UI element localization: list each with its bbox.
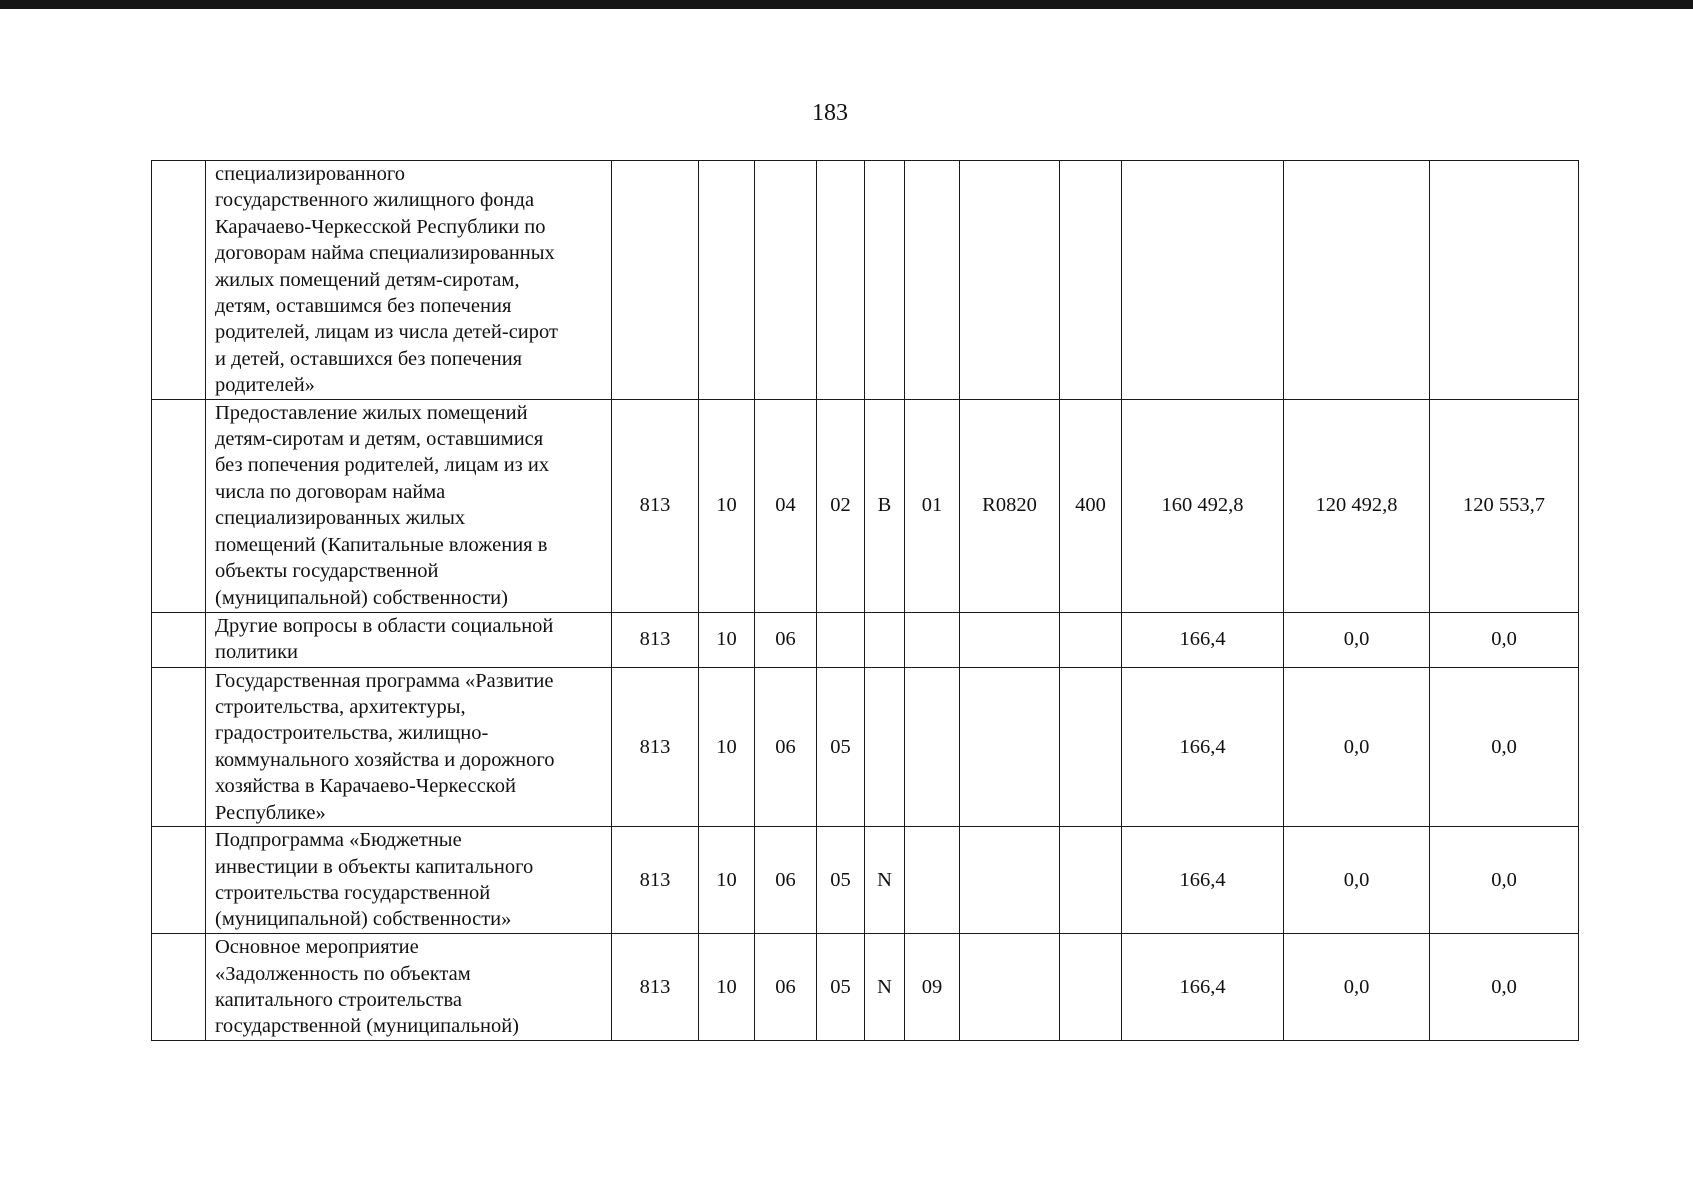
amount-year-2-cell: 0,0 xyxy=(1284,612,1430,667)
expense-type-cell xyxy=(1060,161,1122,400)
amount-year-3-cell: 0,0 xyxy=(1430,934,1579,1041)
description-cell: Предоставление жилых помещений детям-сиротам и детям, оставшимися без попечения родителей, лицам из их числа по договорам найма специализированных жилых помещений (Капитальные вложения в объекты государственной (муниципальной) собственности) xyxy=(206,399,612,612)
amount-year-3-cell: 0,0 xyxy=(1430,612,1579,667)
expense-type-cell xyxy=(1060,667,1122,826)
row-number-cell xyxy=(152,612,206,667)
expense-type-cell: 400 xyxy=(1060,399,1122,612)
amount-year-1-cell: 166,4 xyxy=(1122,667,1284,826)
subprogram-code-cell: N xyxy=(865,934,905,1041)
page-number: 183 xyxy=(812,100,848,126)
expense-type-cell xyxy=(1060,934,1122,1041)
amount-year-3-cell: 0,0 xyxy=(1430,827,1579,934)
ministry-code-cell: 813 xyxy=(612,934,699,1041)
section-code-cell: 10 xyxy=(699,667,755,826)
description-cell: Государственная программа «Развитие строительства, архитектуры, градостроительства, жилищно- коммунального хозяйства и дорожного хозяйства в Карачаево-Черкесской Республике» xyxy=(206,667,612,826)
subsection-code-cell: 06 xyxy=(755,612,817,667)
row-number-cell xyxy=(152,399,206,612)
description-cell: Подпрограмма «Бюджетные инвестиции в объекты капитального строительства государственной (муниципальной) собственности» xyxy=(206,827,612,934)
subsection-code-cell xyxy=(755,161,817,400)
amount-year-2-cell xyxy=(1284,161,1430,400)
subsection-code-cell: 06 xyxy=(755,934,817,1041)
subprogram-code-cell: N xyxy=(865,827,905,934)
subsection-code-cell: 06 xyxy=(755,827,817,934)
activity-code-cell: 01 xyxy=(905,399,960,612)
table-row xyxy=(152,399,1579,612)
description-cell: Основное мероприятие «Задолженность по объектам капитального строительства государственной (муниципальной) xyxy=(206,934,612,1041)
row-number-cell xyxy=(152,667,206,826)
row-number-cell xyxy=(152,827,206,934)
ministry-code-cell: 813 xyxy=(612,667,699,826)
amount-year-3-cell xyxy=(1430,161,1579,400)
section-code-cell: 10 xyxy=(699,827,755,934)
program-code-cell: 02 xyxy=(817,399,865,612)
amount-year-2-cell: 0,0 xyxy=(1284,667,1430,826)
section-code-cell: 10 xyxy=(699,399,755,612)
direction-code-cell xyxy=(960,161,1060,400)
program-code-cell: 05 xyxy=(817,667,865,826)
activity-code-cell xyxy=(905,161,960,400)
activity-code-cell xyxy=(905,827,960,934)
direction-code-cell xyxy=(960,667,1060,826)
section-code-cell: 10 xyxy=(699,612,755,667)
direction-code-cell: R0820 xyxy=(960,399,1060,612)
table-row xyxy=(152,827,1579,934)
expense-type-cell xyxy=(1060,827,1122,934)
subprogram-code-cell xyxy=(865,667,905,826)
ministry-code-cell: 813 xyxy=(612,399,699,612)
budget-table xyxy=(151,160,1579,1041)
row-number-cell xyxy=(152,161,206,400)
program-code-cell: 05 xyxy=(817,827,865,934)
section-code-cell: 10 xyxy=(699,934,755,1041)
direction-code-cell xyxy=(960,934,1060,1041)
direction-code-cell xyxy=(960,827,1060,934)
expense-type-cell xyxy=(1060,612,1122,667)
amount-year-2-cell: 0,0 xyxy=(1284,827,1430,934)
section-code-cell xyxy=(699,161,755,400)
table-row xyxy=(152,934,1579,1041)
amount-year-1-cell: 166,4 xyxy=(1122,612,1284,667)
direction-code-cell xyxy=(960,612,1060,667)
table-row xyxy=(152,667,1579,826)
amount-year-1-cell: 166,4 xyxy=(1122,934,1284,1041)
program-code-cell xyxy=(817,161,865,400)
amount-year-1-cell: 160 492,8 xyxy=(1122,399,1284,612)
amount-year-3-cell: 120 553,7 xyxy=(1430,399,1579,612)
subprogram-code-cell: B xyxy=(865,399,905,612)
activity-code-cell xyxy=(905,612,960,667)
amount-year-2-cell: 120 492,8 xyxy=(1284,399,1430,612)
description-cell: Другие вопросы в области социальной политики xyxy=(206,612,612,667)
subsection-code-cell: 06 xyxy=(755,667,817,826)
description-cell: специализированного государственного жилищного фонда Карачаево-Черкесской Республики по договорам найма специализированных жилых помещений детям-сиротам, детям, оставшимся без попечения родителей, лицам из числа детей-сирот и детей, оставшихся без попечения родителей» xyxy=(206,161,612,400)
ministry-code-cell: 813 xyxy=(612,827,699,934)
top-scan-border xyxy=(0,0,1693,9)
amount-year-2-cell: 0,0 xyxy=(1284,934,1430,1041)
table-row xyxy=(152,161,1579,400)
amount-year-3-cell: 0,0 xyxy=(1430,667,1579,826)
program-code-cell: 05 xyxy=(817,934,865,1041)
table-row xyxy=(152,612,1579,667)
program-code-cell xyxy=(817,612,865,667)
activity-code-cell: 09 xyxy=(905,934,960,1041)
amount-year-1-cell: 166,4 xyxy=(1122,827,1284,934)
amount-year-1-cell xyxy=(1122,161,1284,400)
ministry-code-cell xyxy=(612,161,699,400)
subsection-code-cell: 04 xyxy=(755,399,817,612)
ministry-code-cell: 813 xyxy=(612,612,699,667)
subprogram-code-cell xyxy=(865,161,905,400)
row-number-cell xyxy=(152,934,206,1041)
activity-code-cell xyxy=(905,667,960,826)
subprogram-code-cell xyxy=(865,612,905,667)
